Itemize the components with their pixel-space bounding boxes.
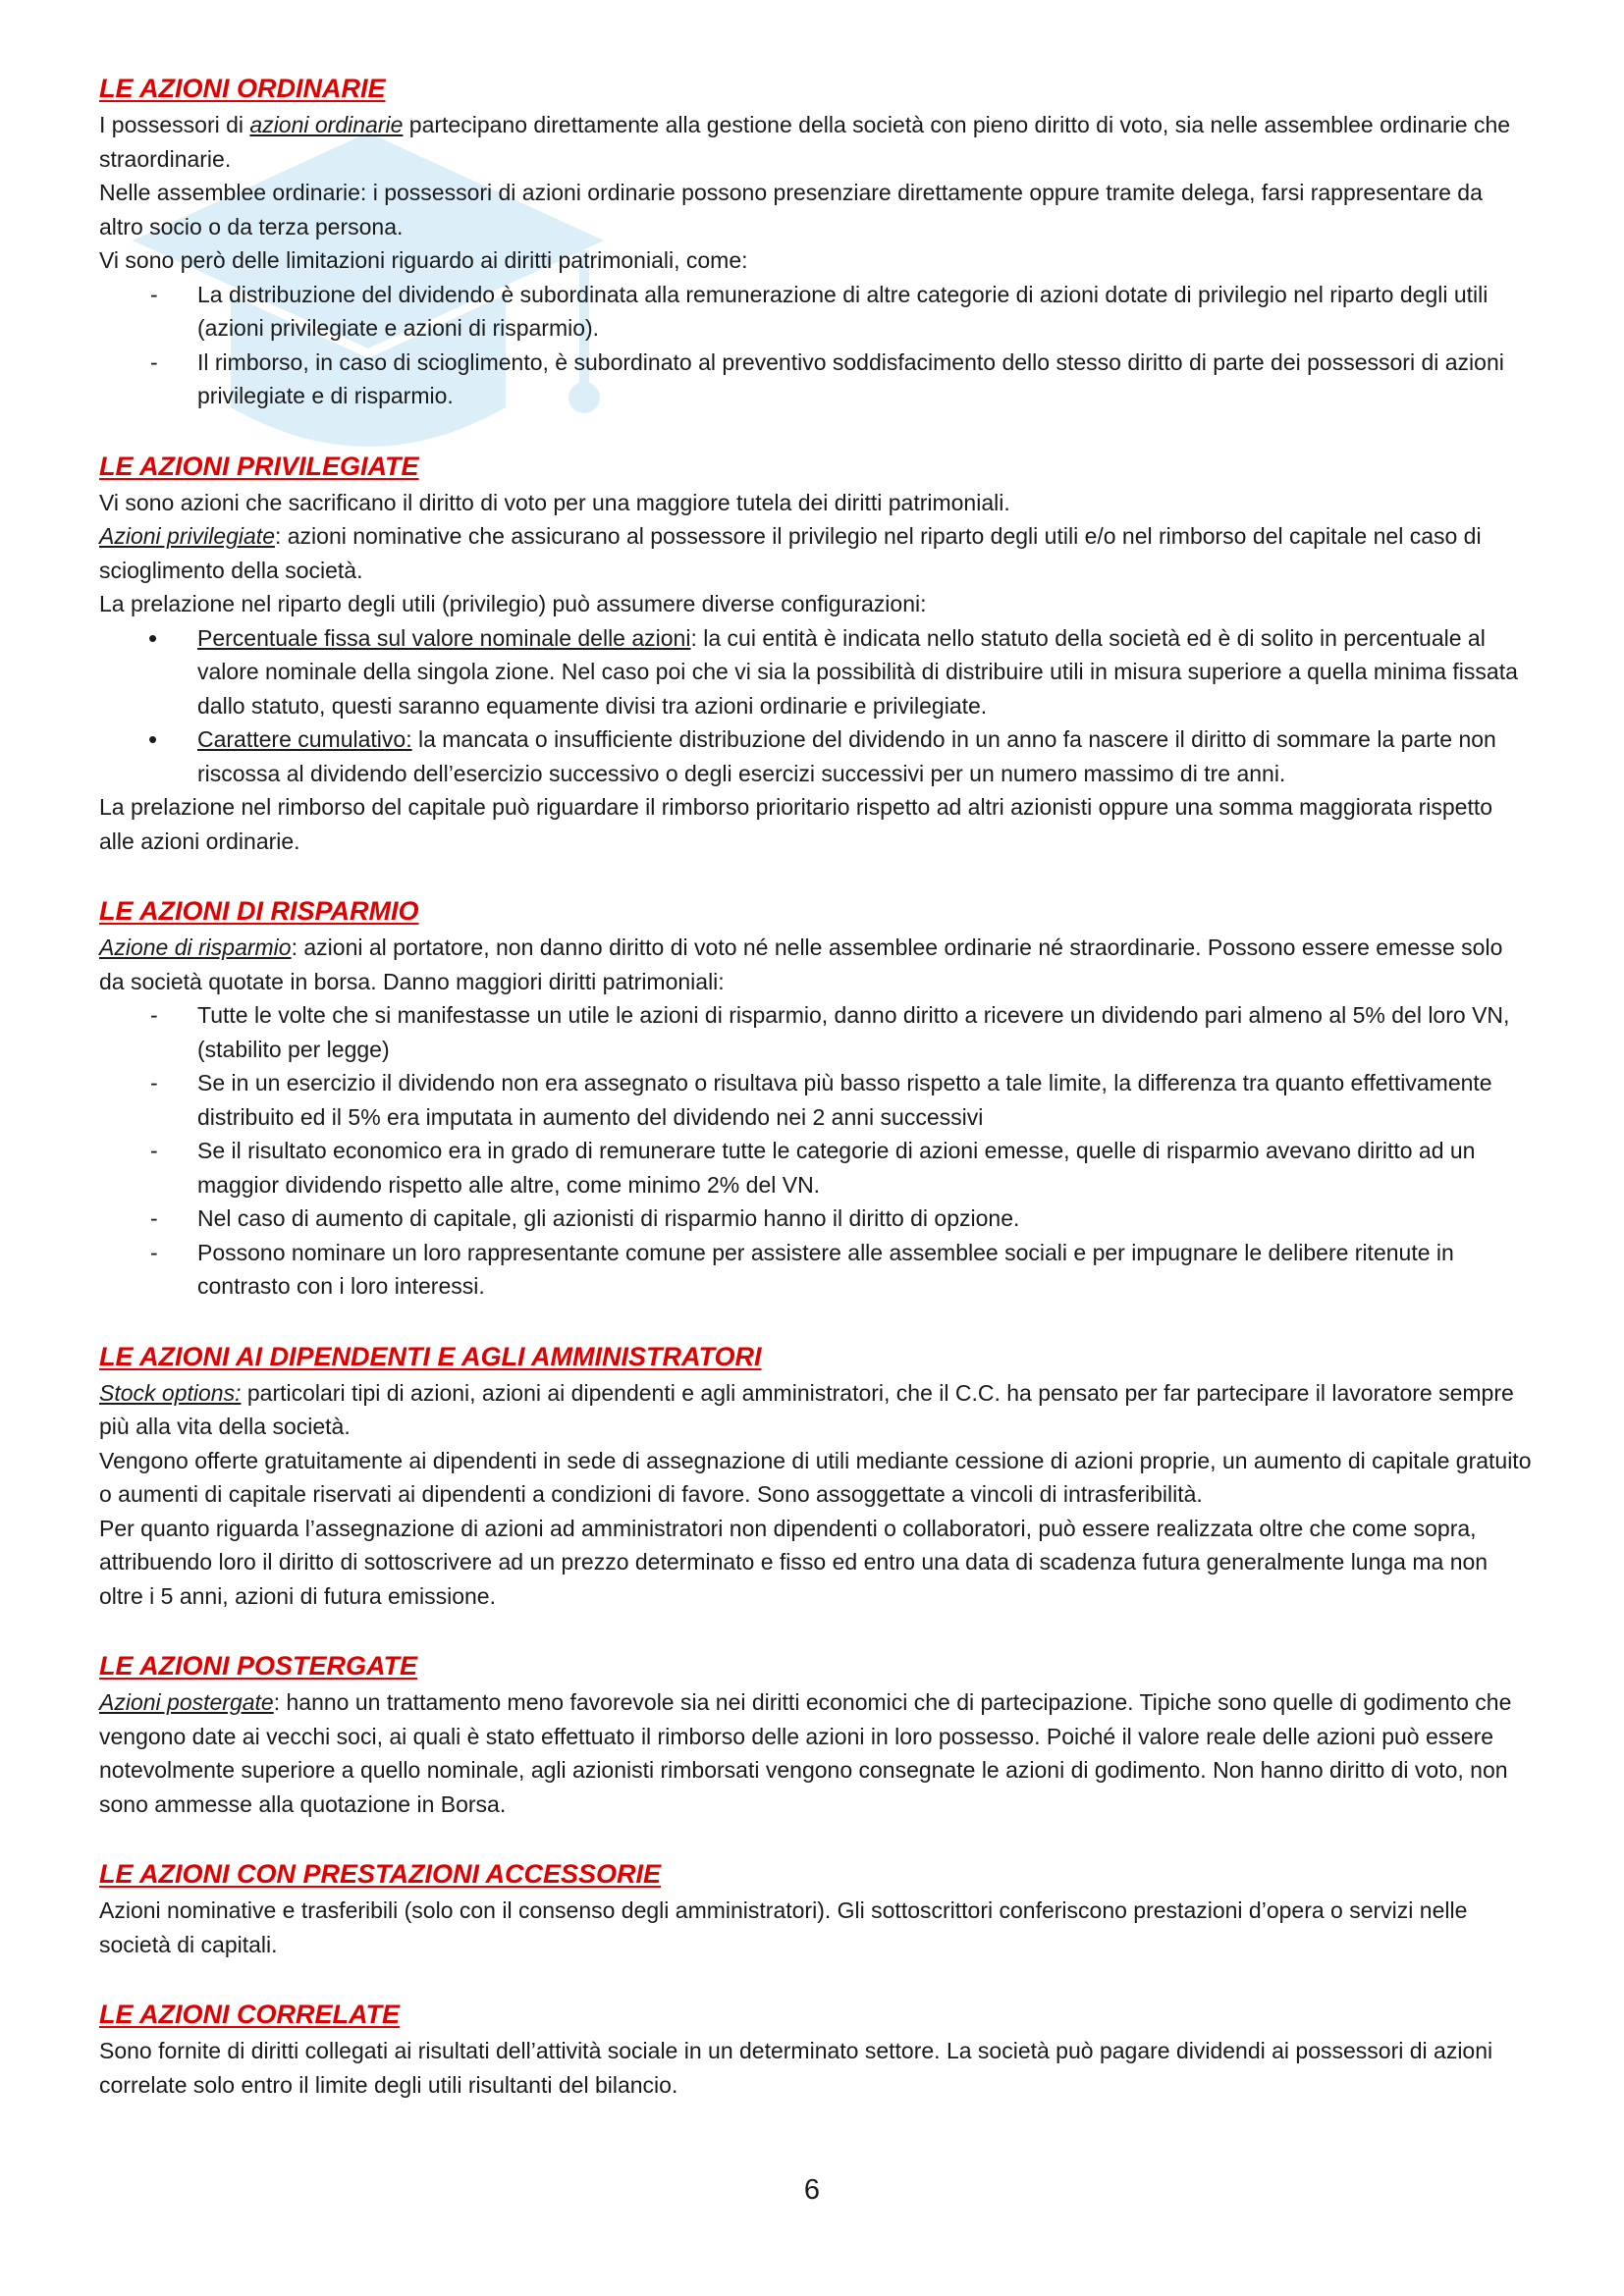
text: : hanno un trattamento meno favorevole sia nei diritti economici che di partecipazione. Tipiche sono quelle di godimento che vengono date ai vecchi soci, ai quali è stato effettuato il rimborso delle azioni in loro possesso. Poiché il valore reale delle azioni può essere notevolmente superiore a quello nominale, agli azionisti rimborsati vengono consegnate le azioni di godimento. Non hanno diritto di voto, non sono ammesse alla quotazione in Borsa. <box>99 1689 1512 1817</box>
list-item: - Se il risultato economico era in grado di remunerare tutte le categorie di azioni emesse, quelle di risparmio avevano diritto ad un maggior dividendo rispetto alle altre, come minimo 2% del VN. <box>99 1134 1533 1201</box>
bullet-list <box>99 621 1533 791</box>
text: partecipano direttamente alla gestione della società con pieno diritto di voto, sia nelle assemblee ordinarie che straordinarie. <box>99 112 1511 172</box>
paragraph <box>99 1685 1533 1821</box>
section-title: LE AZIONI AI DIPENDENTI E AGLI AMMINISTRATORI <box>99 1341 762 1371</box>
page-number: 6 <box>803 2174 821 2206</box>
list-item: - La distribuzione del dividendo è subordinata alla remunerazione di altre categorie di azioni dotate di privilegio nel riparto degli utili (azioni privilegiate e azioni di risparmio). <box>99 278 1533 346</box>
list-item: - Se in un esercizio il dividendo non era assegnato o risultava più basso rispetto a tale limite, la differenza tra quanto effettivamente distribuito ed il 5% era imputata in aumento del dividendo nei 2 anni successivi <box>99 1066 1533 1134</box>
section-title: LE AZIONI CON PRESTAZIONI ACCESSORIE <box>99 1859 662 1889</box>
defined-term: Azione di risparmio <box>99 934 292 960</box>
section-title: LE AZIONI DI RISPARMIO <box>99 896 419 926</box>
text: : azioni nominative che assicurano al possessore il privilegio nel riparto degli utili e/o nel rimborso del capitale nel caso di scioglimento della società. <box>99 523 1482 583</box>
document-body <box>99 69 1533 2135</box>
list-item: - Il rimborso, in caso di scioglimento, è subordinato al preventivo soddisfacimento dello stesso diritto di parte dei possessori di azioni privilegiate e di risparmio. <box>99 346 1533 413</box>
paragraph: Vengono offerte gratuitamente ai dipendenti in sede di assegnazione di utili mediante cessione di azioni proprie, un aumento di capitale gratuito o aumenti di capitale riservati ai dipendenti a condizioni di favore. Sono assoggettate a vincoli di intrasferibilità. <box>99 1447 1532 1507</box>
paragraph: La prelazione nel riparto degli utili (privilegio) può assumere diverse configurazioni: <box>99 591 927 616</box>
list-item <box>99 621 1533 723</box>
list-item <box>99 722 1533 790</box>
list-item: - Tutte le volte che si manifestasse un utile le azioni di risparmio, danno diritto a ricevere un dividendo pari almeno al 5% del loro VN, (stabilito per legge) <box>99 998 1533 1066</box>
defined-term: Carattere cumulativo: <box>197 726 412 752</box>
paragraph: Azioni nominative e trasferibili (solo con il consenso degli amministratori). Gli sottoscrittori conferiscono prestazioni d’opera o servizi nelle società di capitali. <box>99 1897 1468 1957</box>
section-azioni-postergate <box>99 1646 1533 1821</box>
section-azioni-dipendenti <box>99 1337 1533 1614</box>
list-item: - Possono nominare un loro rappresentante comune per assistere alle assemblee sociali e per impugnare le delibere ritenute in contrasto con i loro interessi. <box>99 1236 1533 1304</box>
defined-term: Azioni privilegiate <box>99 523 275 549</box>
section-title: LE AZIONI PRIVILEGIATE <box>99 451 419 481</box>
text: : la cui entità è indicata nello statuto della società ed è di solito in percentuale al valore nominale della singola zione. Nel caso poi che vi sia la possibilità di distribuire utili in misura superiore a quella minima fissata dallo statuto, questi saranno equamente divisi tra azioni ordinarie e privilegiate. <box>197 624 1518 719</box>
section-azioni-di-risparmio <box>99 891 1533 1304</box>
text: : azioni al portatore, non danno diritto di voto né nelle assemblee ordinarie né straordinarie. Possono essere emesse solo da società quotate in borsa. Danno maggiori diritti patrimoniali: <box>99 934 1503 994</box>
list-item: - Nel caso di aumento di capitale, gli azionisti di risparmio hanno il diritto di opzione. <box>99 1201 1533 1236</box>
section-azioni-prestazioni-accessorie <box>99 1854 1533 1961</box>
paragraph: Per quanto riguarda l’assegnazione di azioni ad amministratori non dipendenti o collaboratori, può essere realizzata oltre che come sopra, attribuendo loro il diritto di sottoscrivere ad un prezzo determinato e fisso ed entro una data di scadenza futura generalmente lunga ma non oltre i 5 anni, azioni di futura emissione. <box>99 1515 1489 1609</box>
defined-term: azioni ordinarie <box>249 112 404 137</box>
section-title: LE AZIONI ORDINARIE <box>99 74 386 103</box>
defined-term: Stock options: <box>99 1379 242 1406</box>
section-azioni-privilegiate <box>99 447 1533 859</box>
defined-term: Percentuale fissa sul valore nominale delle azioni <box>197 624 691 651</box>
paragraph: La prelazione nel rimborso del capitale può riguardare il rimborso prioritario rispetto ad altri azionisti oppure una somma maggiorata rispetto alle azioni ordinarie. <box>99 794 1493 854</box>
text: particolari tipi di azioni, azioni ai dipendenti e agli amministratori, che il C.C. ha pensato per far partecipare il lavoratore sempre più alla vita della società. <box>99 1379 1514 1439</box>
dash-list <box>99 278 1533 413</box>
paragraph <box>99 519 1533 587</box>
paragraph <box>99 931 1533 998</box>
paragraph: Vi sono però delle limitazioni riguardo ai diritti patrimoniali, come: <box>99 247 748 273</box>
section-title: LE AZIONI POSTERGATE <box>99 1651 418 1681</box>
paragraph: Vi sono azioni che sacrificano il diritto di voto per una maggiore tutela dei diritti patrimoniali. <box>99 489 1010 515</box>
section-title: LE AZIONI CORRELATE <box>99 2000 400 2029</box>
dash-list <box>99 998 1533 1304</box>
text: I possessori di <box>99 112 250 137</box>
paragraph: Sono fornite di diritti collegati ai risultati dell’attività sociale in un determinato settore. La società può pagare dividendi ai possessori di azioni correlate solo entro il limite degli utili risultanti del bilancio. <box>99 2038 1493 2098</box>
paragraph <box>99 108 1533 176</box>
defined-term: Azioni postergate <box>99 1689 274 1715</box>
text: la mancata o insufficiente distribuzione del dividendo in un anno fa nascere il diritto di sommare la parte non riscossa al dividendo dell’esercizio successivo o degli esercizi successivi per un numero massimo di tre anni. <box>197 726 1496 786</box>
paragraph <box>99 1376 1533 1444</box>
paragraph: Nelle assemblee ordinarie: i possessori di azioni ordinarie possono presenziare direttamente oppure tramite delega, farsi rappresentare da altro socio o da terza persona. <box>99 180 1483 240</box>
section-azioni-correlate <box>99 1995 1533 2102</box>
section-azioni-ordinarie <box>99 69 1533 413</box>
